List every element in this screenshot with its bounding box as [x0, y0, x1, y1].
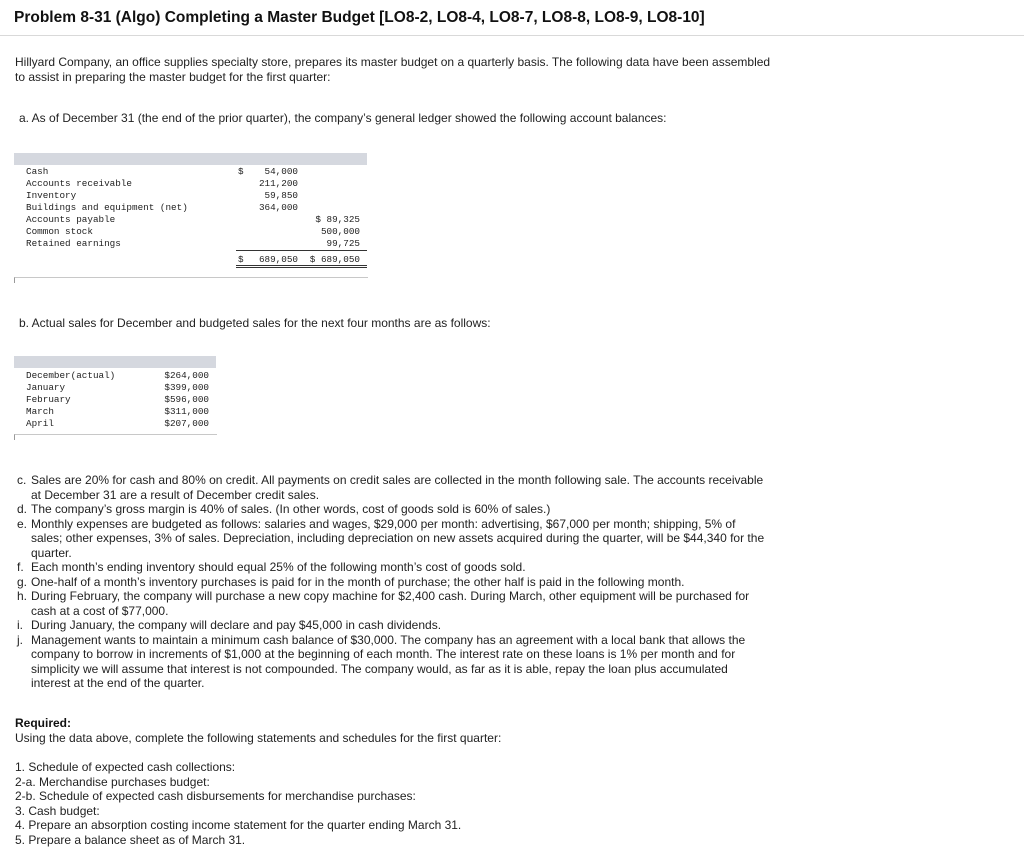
list-item-letter: d.	[17, 502, 28, 516]
sales-value-march: $311,000	[164, 406, 209, 417]
required-item: 5. Prepare a balance sheet as of March 31.	[15, 832, 246, 847]
list-item-text: Monthly expenses are budgeted as follows: salaries and wages, $29,000 per month: advertising, $67,000 per month; shipping, 5% of sales; other expenses, 3% of sales. Depreciation, including depreciation on new assets acquired during the quarter, will be $44,340 for the quarter.	[31, 516, 765, 560]
list-item	[17, 502, 769, 517]
list-item	[17, 618, 769, 633]
list-item	[17, 517, 769, 561]
row-credit-common-stock: 500,000	[320, 226, 360, 237]
sales-value-april: $207,000	[164, 418, 209, 429]
list-item	[17, 589, 769, 618]
list-item	[17, 560, 769, 575]
list-item-text: Management wants to maintain a minimum cash balance of $30,000. The company has an agreement with a local bank that allows the company to borrow in increments of $1,000 at the beginning of each month. The interest rate on these loans is 1% per month and for simplicity we will assume that interest is not compounded. The company would, as far as it is able, repay the loan plus accumulated interest at the end of the quarter.	[31, 632, 746, 690]
row-credit-retained-earnings: 99,725	[326, 238, 360, 249]
required-text: Using the data above, complete the following statements and schedules for the first quarter:	[15, 731, 502, 745]
list-item-letter: j.	[17, 632, 23, 647]
row-label-accounts-payable: Accounts payable	[26, 214, 116, 225]
row-label-common-stock: Common stock	[26, 226, 93, 237]
row-debit-cash: 54,000	[264, 166, 298, 177]
total-credit: $ 689,050	[309, 254, 360, 265]
intro-paragraph: Hillyard Company, an office supplies specialty store, prepares its master budget on a quarterly basis. The following data have been assembled to assist in preparing the master budget for the first quarter:	[15, 55, 771, 84]
required-item: 4. Prepare an absorption costing income statement for the quarter ending March 31.	[15, 818, 462, 832]
required-item: 3. Cash budget:	[15, 803, 100, 818]
row-debit-inventory: 59,850	[264, 190, 298, 201]
row-label-accounts-receivable: Accounts receivable	[26, 178, 133, 189]
row-debit-accounts-receivable: 211,200	[258, 178, 298, 189]
sales-label-december: December(actual)	[26, 370, 116, 381]
row-label-cash: Cash	[26, 166, 49, 177]
total-rule	[236, 250, 367, 251]
list-item-text: Each month’s ending inventory should equal 25% of the following month’s cost of goods sold.	[31, 560, 526, 574]
row-dollar-cash: $	[238, 166, 244, 177]
list-item	[17, 633, 769, 691]
sales-value-january: $399,000	[164, 382, 209, 393]
row-label-inventory: Inventory	[26, 190, 77, 201]
sales-label-march: March	[26, 406, 54, 417]
part-a-text: a. As of December 31 (the end of the prior quarter), the company’s general ledger showed the following account balances:	[19, 111, 667, 125]
table-header-bar	[14, 356, 216, 368]
list-item-letter: c.	[17, 473, 27, 487]
part-b-text: b. Actual sales for December and budgeted sales for the next four months are as follows:	[19, 316, 491, 330]
required-item: 1. Schedule of expected cash collections:	[15, 760, 236, 774]
required-item: 2-a. Merchandise purchases budget:	[15, 774, 210, 789]
list-item-text: The company’s gross margin is 40% of sales. (In other words, cost of goods sold is 60% of sales.)	[31, 502, 551, 516]
table-scrollbar[interactable]	[14, 277, 368, 283]
list-item-letter: g.	[17, 574, 28, 589]
list-item-text: One-half of a month’s inventory purchases is paid for in the month of purchase; the other half is paid in the following month.	[31, 574, 685, 589]
row-label-buildings: Buildings and equipment (net)	[26, 202, 188, 213]
row-credit-accounts-payable: $ 89,325	[315, 214, 360, 225]
required-list	[15, 760, 461, 847]
list-item-text: During January, the company will declare and pay $45,000 in cash dividends.	[31, 618, 442, 632]
list-item-letter: i.	[17, 618, 23, 632]
list-item-text: During February, the company will purchase a new copy machine for $2,400 cash. During March, other equipment will be purchased for cash at a cost of $77,000.	[31, 589, 750, 618]
account-balances-table	[14, 153, 367, 283]
title-divider	[0, 35, 1024, 36]
assumptions-list	[17, 473, 769, 691]
sales-label-april: April	[26, 418, 54, 429]
total-dollar: $	[238, 254, 244, 265]
table-scrollbar[interactable]	[14, 434, 217, 440]
double-rule-top	[236, 265, 367, 266]
sales-value-february: $596,000	[164, 394, 209, 405]
sales-value-december: $264,000	[164, 370, 209, 381]
list-item-text: Sales are 20% for cash and 80% on credit. All payments on credit sales are collected in the month following sale. The accounts receivable at December 31 are a result of December credit sales.	[31, 473, 764, 502]
list-item-letter: e.	[17, 516, 28, 531]
row-label-retained-earnings: Retained earnings	[26, 238, 121, 249]
list-item	[17, 575, 769, 590]
row-debit-buildings: 364,000	[258, 202, 298, 213]
sales-label-january: January	[26, 382, 66, 393]
total-debit: 689,050	[258, 254, 298, 265]
list-item	[17, 473, 769, 502]
problem-title: Problem 8-31 (Algo) Completing a Master Budget [LO8-2, LO8-4, LO8-7, LO8-8, LO8-9, LO8-10]	[14, 9, 705, 26]
list-item-letter: f.	[17, 560, 24, 574]
list-item-letter: h.	[17, 589, 28, 603]
sales-table	[14, 356, 216, 440]
sales-label-february: February	[26, 394, 71, 405]
double-rule-bottom	[236, 267, 367, 268]
required-heading: Required:	[15, 716, 72, 730]
table-header-bar	[14, 153, 367, 165]
required-item: 2-b. Schedule of expected cash disbursements for merchandise purchases:	[15, 789, 416, 803]
